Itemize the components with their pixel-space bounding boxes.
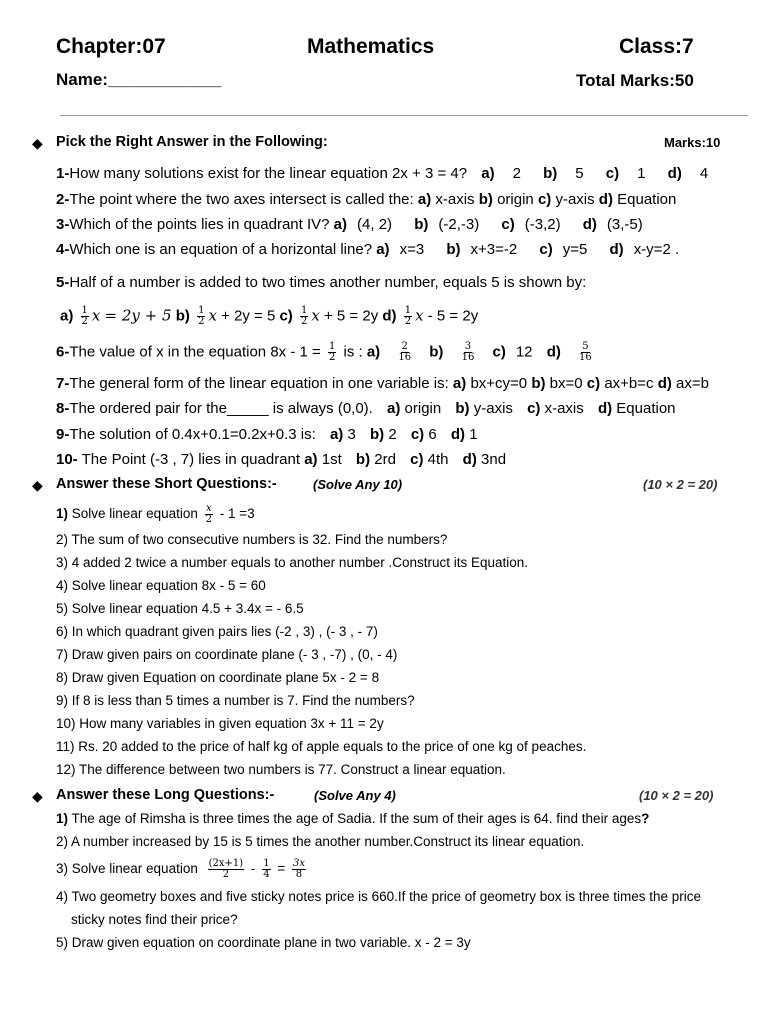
section1-marks: Marks:10: [664, 135, 721, 150]
short-question: 7) Draw given pairs on coordinate plane (- 3 , -7) , (0, - 4): [56, 647, 398, 662]
short-question: 11) Rs. 20 added to the price of half kg of apple equals to the price of one kg of peaches.: [56, 739, 587, 754]
section1-title: Pick the Right Answer in the Following:: [56, 134, 328, 150]
short-question: 10) How many variables in given equation 3x + 11 = 2y: [56, 716, 384, 731]
mcq-question-6: 6-The value of x in the equation 8x - 1 = $\frac{1}{2}$ is : a) $\frac{2}{16}$ b) $\frac{3}{16}$ c) 12 d) $\frac{5}{16}$: [56, 341, 592, 363]
mcq-question-4: 4-Which one is an equation of a horizontal line? a) x=3 b) x+3=-2 c) y=5 d) x-y=2 .: [56, 241, 680, 258]
short-question: 5) Solve linear equation 4.5 + 3.4x = - 6.5: [56, 601, 304, 616]
mcq-question-2: 2-The point where the two axes intersect is called the: a) x-axis b) origin c) y-axis d) Equation: [56, 191, 677, 208]
section2-title: Answer these Short Questions:-: [56, 476, 277, 492]
long-question-5: 5) Draw given equation on coordinate plane in two variable. x - 2 = 3y: [56, 935, 471, 950]
long-question-4-line2: sticky notes find their price?: [71, 912, 238, 927]
short-question: 9) If 8 is less than 5 times a number is 7. Find the numbers?: [56, 693, 415, 708]
section3-title: Answer these Long Questions:-: [56, 787, 275, 803]
student-name-field: Name:____________: [56, 70, 222, 89]
header-divider: [60, 115, 748, 116]
section2-instruction: (Solve Any 10): [313, 477, 403, 492]
mcq-question-10: 10- The Point (-3 , 7) lies in quadrant a) 1st b) 2rd c) 4th d) 3nd: [56, 451, 507, 468]
long-question-4-line1: 4) Two geometry boxes and five sticky notes price is 660.If the price of geometry box is three times the price: [56, 889, 702, 904]
mcq-question-5-options: a) $\frac{1}{2}$ x = 2y + 5 b) $\frac{1}{2}$ x + 2y = 5 c) $\frac{1}{2}$ x + 5 = 2y d) $\frac{1}{2}$ x - 5 = 2y: [60, 305, 479, 327]
class-label: Class:7: [619, 35, 694, 58]
mcq-question-5: 5-Half of a number is added to two times another number, equals 5 is shown by:: [56, 274, 587, 291]
short-question: 2) The sum of two consecutive numbers is 32. Find the numbers?: [56, 532, 448, 547]
long-question-2: 2) A number increased by 15 is 5 times the another number.Construct its linear equation.: [56, 834, 585, 849]
mcq-question-8: 8-The ordered pair for the_____ is always (0,0). a) origin b) y-axis c) x-axis d) Equation: [56, 400, 676, 417]
mcq-question-1: 1-How many solutions exist for the linear equation 2x + 3 = 4? a) 2 b) 5 c) 1 d) 4: [56, 165, 709, 182]
total-marks-label: Total Marks:50: [576, 71, 694, 90]
bullet-diamond-icon: ◆: [32, 477, 43, 493]
section2-marks: (10 × 2 = 20): [643, 477, 718, 492]
short-question: 12) The difference between two numbers is 77. Construct a linear equation.: [56, 762, 506, 777]
short-question: 4) Solve linear equation 8x - 5 = 60: [56, 578, 266, 593]
short-question-1: 1) Solve linear equation $\frac{x}{2}$ - 1 =3: [56, 503, 255, 525]
mcq-question-7: 7-The general form of the linear equation in one variable is: a) bx+cy=0 b) bx=0 c) ax+b=c d) ax=b: [56, 375, 709, 392]
long-question-1: 1) The age of Rimsha is three times the age of Sadia. If the sum of their ages is 64. find their ages?: [56, 811, 650, 826]
bullet-diamond-icon: ◆: [32, 788, 43, 804]
short-question: 3) 4 added 2 twice a number equals to another number .Construct its Equation.: [56, 555, 529, 570]
long-question-3: 3) Solve linear equation $\frac{(2x+1)}{2}$ - $\frac{1}{4}$ = $\frac{3x}{8}$: [56, 858, 305, 880]
short-question: 8) Draw given Equation on coordinate plane 5x - 2 = 8: [56, 670, 380, 685]
section3-marks: (10 × 2 = 20): [639, 788, 714, 803]
mcq-question-9: 9-The solution of 0.4x+0.1=0.2x+0.3 is: a) 3 b) 2 c) 6 d) 1: [56, 426, 478, 443]
section3-instruction: (Solve Any 4): [314, 788, 396, 803]
short-question: 6) In which quadrant given pairs lies (-2 , 3) , (- 3 , - 7): [56, 624, 378, 639]
mcq-question-3: 3-Which of the points lies in quadrant IV? a) (4, 2) b) (-2,-3) c) (-3,2) d) (3,-5): [56, 216, 643, 233]
subject-label: Mathematics: [307, 35, 435, 58]
chapter-label: Chapter:07: [56, 35, 166, 58]
bullet-diamond-icon: ◆: [32, 135, 43, 151]
